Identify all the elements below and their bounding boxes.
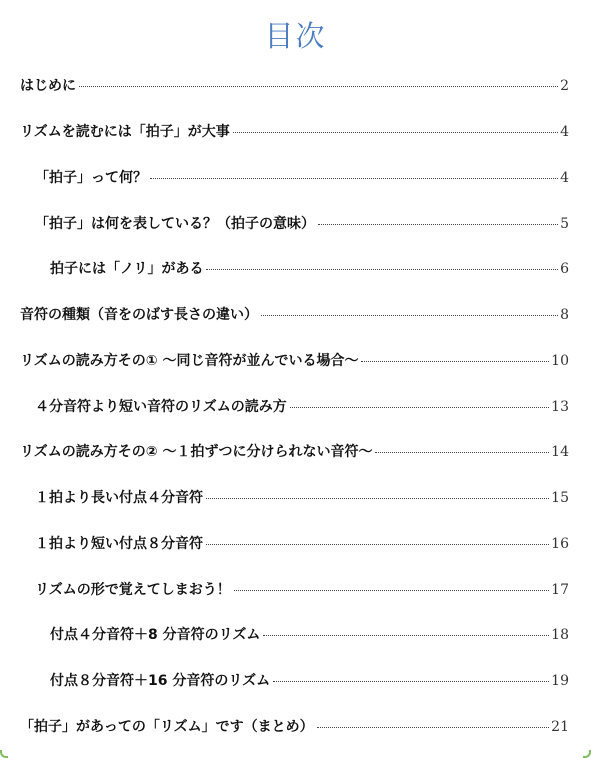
toc-page-number: 17 [551, 582, 569, 598]
dot-leader [233, 132, 558, 133]
toc-page-number: 4 [560, 170, 569, 186]
dot-leader [150, 178, 558, 179]
toc-entry-title: 付点８分音符＋16 分音符のリズム [50, 673, 271, 689]
page-title: 目次 [264, 19, 327, 53]
toc-page-number: 10 [551, 353, 569, 369]
toc-entry[interactable] [35, 579, 569, 601]
toc-page-number: 21 [551, 719, 569, 735]
toc-entry-title: リズムの形で覚えてしまおう！ [35, 582, 231, 598]
toc-page-number: 14 [551, 444, 569, 460]
dot-leader [290, 407, 549, 408]
dot-leader [317, 727, 550, 728]
toc-entry-title: 「拍子」があっての「リズム」です（まとめ） [20, 719, 314, 735]
toc-entry-title: リズムの読み方その② ～１拍ずつに分けられない音符～ [20, 444, 373, 460]
dot-leader [206, 269, 558, 270]
toc-entry[interactable] [50, 624, 569, 646]
toc-entry-title: リズムの読み方その① ～同じ音符が並んでいる場合～ [20, 353, 359, 369]
toc-entry-title: リズムを読むには「拍子」が大事 [20, 124, 230, 140]
toc-page-number: 4 [560, 124, 569, 140]
toc-entry[interactable] [35, 213, 569, 235]
toc-page-number: 18 [551, 627, 569, 643]
toc-entry-title: １拍より短い付点８分音符 [35, 536, 203, 552]
toc-entry-title: 拍子には「ノリ」がある [50, 261, 204, 277]
toc-entry-title: １拍より長い付点４分音符 [35, 490, 203, 506]
toc-page-number: 6 [560, 261, 569, 277]
toc-entry[interactable] [35, 533, 569, 555]
toc-page-number: 5 [560, 216, 569, 232]
toc-entry[interactable] [20, 75, 569, 97]
toc-entry[interactable] [35, 167, 569, 189]
dot-leader [79, 86, 558, 87]
dot-leader [375, 452, 549, 453]
toc-entry-title: ４分音符より短い音符のリズムの読み方 [35, 399, 287, 415]
toc-entry[interactable] [50, 258, 569, 280]
toc-entry-title: はじめに [20, 78, 76, 94]
toc-entry[interactable] [35, 487, 569, 509]
toc-entry-title: 音符の種類（音をのばす長さの違い） [20, 307, 258, 323]
toc-entry[interactable] [50, 670, 569, 692]
toc-entry[interactable] [35, 396, 569, 418]
toc-page-number: 13 [551, 399, 569, 415]
dot-leader [234, 590, 549, 591]
dot-leader [273, 681, 549, 682]
toc-entry-title: 「拍子」は何を表している？（拍子の意味） [35, 216, 315, 232]
toc-entry[interactable] [20, 441, 569, 463]
dot-leader [206, 498, 549, 499]
toc-page-number: 2 [560, 78, 569, 94]
dot-leader [206, 544, 549, 545]
dot-leader [318, 224, 558, 225]
toc-page-number: 8 [560, 307, 569, 323]
dot-leader [261, 315, 558, 316]
toc-page-number: 16 [551, 536, 569, 552]
toc-entry[interactable] [20, 121, 569, 143]
toc-entry[interactable] [20, 350, 569, 372]
toc-entry-title: 「拍子」って何？ [35, 170, 147, 186]
toc-entry[interactable] [20, 304, 569, 326]
dot-leader [361, 361, 549, 362]
toc-page-number: 15 [551, 490, 569, 506]
toc-page-number: 19 [551, 673, 569, 689]
toc-entry-title: 付点４分音符＋8 分音符のリズム [50, 627, 261, 643]
dot-leader [263, 635, 549, 636]
toc-entry[interactable] [20, 716, 569, 738]
